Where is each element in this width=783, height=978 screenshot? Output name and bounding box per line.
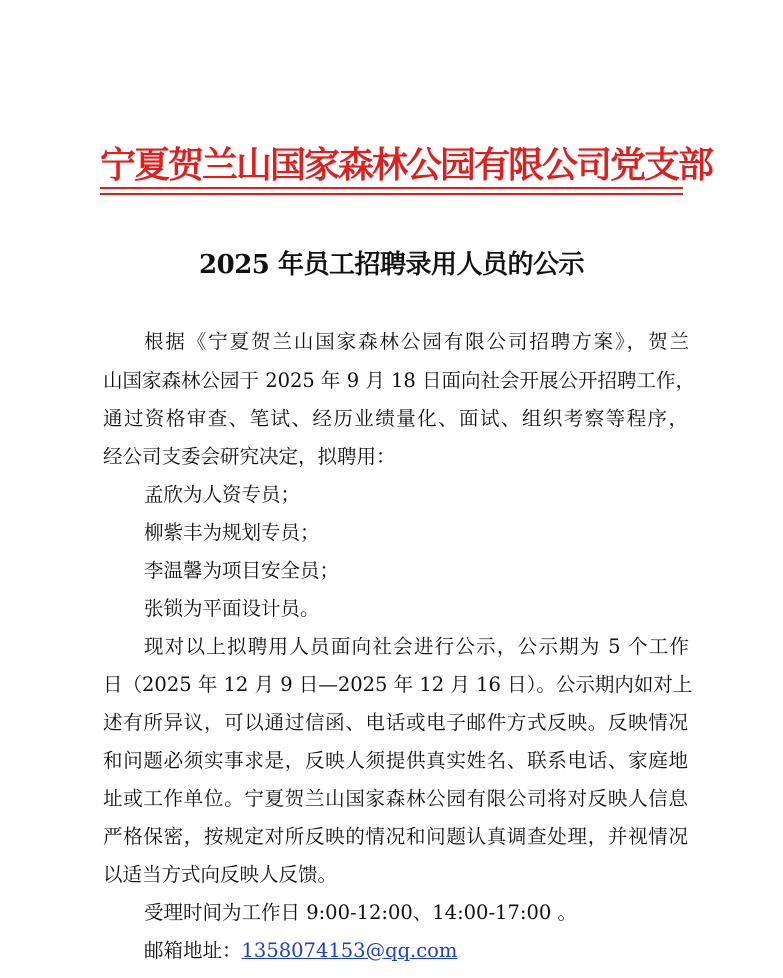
header-rule-thick (100, 193, 683, 195)
paragraph-line: 根据《宁夏贺兰山国家森林公园有限公司招聘方案》，贺兰 (144, 330, 689, 353)
paragraph-line: 严格保密，按规定对所反映的情况和问题认真调查处理，并视情况 (103, 825, 688, 848)
paragraph-line: 和问题必须实事求是，反映人须提供真实姓名、联系电话、家庭地 (103, 749, 688, 772)
paragraph-line: 述有所异议，可以通过信函、电话或电子邮件方式反映。反映情况 (103, 711, 688, 734)
paragraph-line: 通过资格审查、笔试、经历业绩量化、面试、组织考察等程序， (103, 407, 688, 430)
appointee-line: 柳紫丰为规划专员； (144, 521, 320, 544)
paragraph-line: 址或工作单位。宁夏贺兰山国家森林公园有限公司将对反映人信息 (103, 787, 688, 810)
paragraph-line: 日（2025 年 12 月 9 日—2025 年 12 月 16 日）。公示期内如对上 (103, 673, 693, 696)
appointee-line: 孟欣为人资专员； (144, 483, 301, 506)
paragraph-line: 经公司支委会研究决定，拟聘用： (103, 445, 396, 468)
header-rule-thin (100, 187, 683, 189)
paragraph-line: 现对以上拟聘用人员面向社会进行公示，公示期为 5 个工作 (144, 635, 689, 658)
document-title: 2025 年员工招聘录用人员的公示 (199, 250, 584, 280)
email-link[interactable]: 1358074153@qq.com (241, 939, 458, 962)
appointee-line: 张锁为平面设计员。 (144, 597, 320, 620)
email-label: 邮箱地址： (144, 939, 242, 962)
office-hours-line: 受理时间为工作日 9:00-12:00、14:00-17:00 。 (144, 901, 577, 924)
paragraph-line: 山国家森林公园于 2025 年 9 月 18 日面向社会开展公开招聘工作， (103, 369, 696, 392)
appointee-line: 李温馨为项目安全员； (144, 559, 340, 582)
paragraph-line: 以适当方式向反映人反馈。 (103, 863, 338, 886)
organization-header: 宁夏贺兰山国家森林公园有限公司党支部 (100, 144, 713, 186)
email-line (144, 937, 457, 965)
